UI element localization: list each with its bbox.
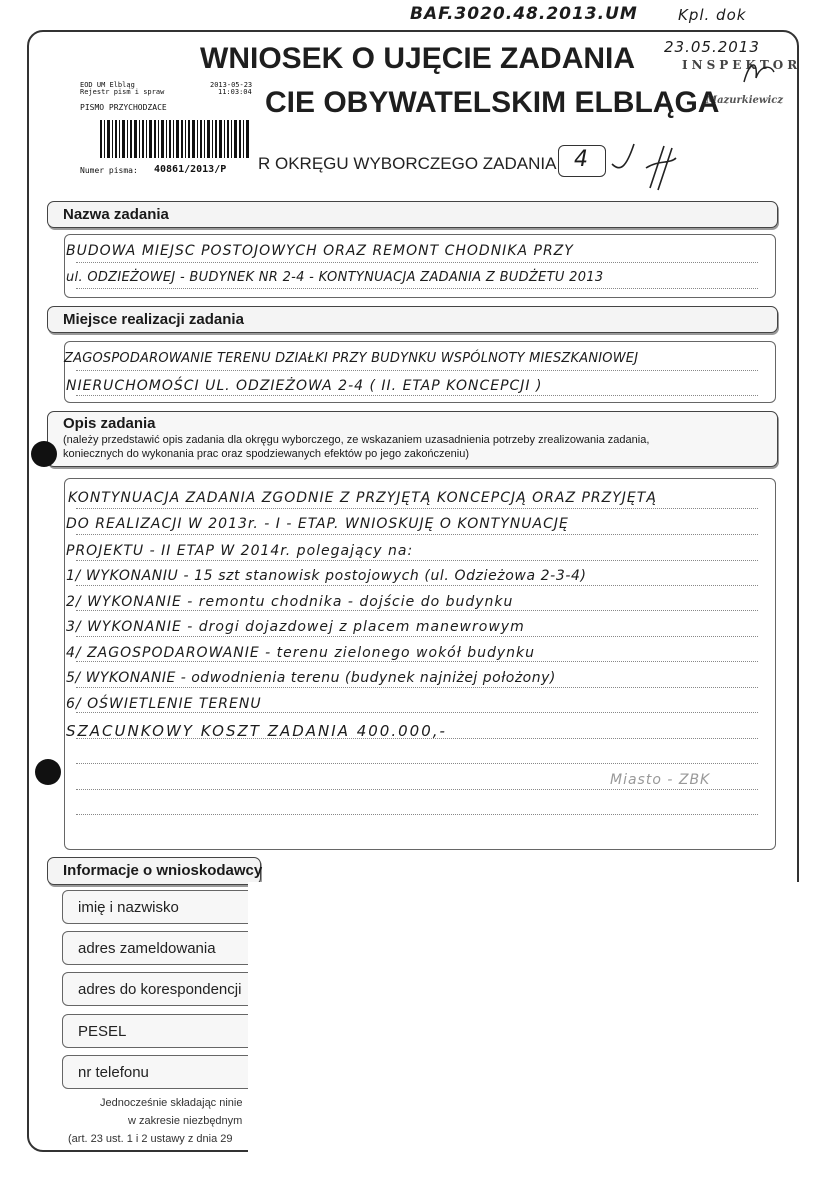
punch-hole <box>35 759 61 785</box>
applicant-pesel-label: PESEL <box>78 1023 127 1040</box>
line-divider <box>76 585 758 586</box>
description-hint-line1: (należy przedstawić opis zadania dla okręgu wyborczego, ze wskazaniem uzasadnienia potrzeby zrealizowania zadania, <box>63 434 650 446</box>
description-line: 5/ WYKONANIE - odwodnienia terenu (budynek najniżej położony) <box>66 670 556 686</box>
consent-line: w zakresie niezbędnym <box>128 1115 243 1127</box>
description-line: DO REALIZACJI W 2013r. - I - ETAP. WNIOSKUJĘ O KONTYNUACJĘ <box>66 516 569 532</box>
applicant-address-field[interactable] <box>62 931 262 965</box>
applicant-name-field[interactable] <box>62 890 262 924</box>
section-task-name <box>47 201 778 228</box>
district-number: 4 <box>574 147 589 172</box>
description-line: KONTYNUACJA ZADANIA ZGODNIE Z PRZYJĘTĄ KONCEPCJĄ ORAZ PRZYJĘTĄ <box>68 490 657 506</box>
description-hint-line2: koniecznych do wykonania prac oraz spodziewanych efektów po jego zakończeniu) <box>63 448 470 460</box>
location-line: NIERUCHOMOŚCI UL. ODZIEŻOWA 2-4 ( II. ETAP KONCEPCJI ) <box>66 378 543 394</box>
consent-line: Jednocześnie składając ninie <box>100 1097 243 1109</box>
applicant-correspondence-field[interactable] <box>62 972 262 1006</box>
description-line: 4/ ZAGOSPODAROWANIE - terenu zielonego wokół budynku <box>66 645 535 661</box>
redacted-area <box>248 882 826 1180</box>
description-line: 2/ WYKONANIE - remontu chodnika - dojście do budynku <box>66 594 514 610</box>
section-location <box>47 306 778 333</box>
stamp-organization: EOD UM Elbląg <box>80 81 135 89</box>
line-divider <box>76 687 758 688</box>
line-divider <box>76 712 758 713</box>
handwritten-date: 23.05.2013 <box>664 38 760 56</box>
stamp-number-label: Numer pisma: <box>80 166 138 175</box>
reference-number: BAF.3020.48.2013.UM <box>410 4 638 24</box>
barcode-icon <box>100 120 250 158</box>
consent-line: (art. 23 ust. 1 i 2 ustawy z dnia 29 <box>68 1133 233 1145</box>
stamp-time: 11:03:04 <box>218 88 252 96</box>
section-applicant-label: Informacje o wnioskodawcy <box>63 862 263 879</box>
handwritten-note: Kpl. dok <box>678 6 747 24</box>
form-title-line1: WNIOSEK O UJĘCIE ZADANIA <box>200 42 636 75</box>
line-divider <box>76 262 758 263</box>
district-label: R OKRĘGU WYBORCZEGO ZADANIA <box>258 154 557 173</box>
applicant-phone-field[interactable] <box>62 1055 262 1089</box>
applicant-name-label: imię i nazwisko <box>78 899 179 916</box>
applicant-phone-label: nr telefonu <box>78 1064 149 1081</box>
inspector-stamp: INSPEKTOR <box>682 58 802 72</box>
form-title-line2: CIE OBYWATELSKIM ELBLĄGA <box>265 86 720 119</box>
line-divider <box>76 534 758 535</box>
line-divider <box>76 763 758 764</box>
description-line: SZACUNKOWY KOSZT ZADANIA 400.000,- <box>66 722 447 740</box>
line-divider <box>76 789 758 790</box>
description-line: 6/ OŚWIETLENIE TERENU <box>66 696 262 712</box>
task-name-line: ul. ODZIEŻOWEJ - BUDYNEK NR 2-4 - KONTYNUACJA ZADANIA Z BUDŻETU 2013 <box>66 270 604 285</box>
section-task-name-label: Nazwa zadania <box>63 206 169 223</box>
applicant-address-label: adres zameldowania <box>78 940 216 957</box>
location-line: ZAGOSPODAROWANIE TERENU DZIAŁKI PRZY BUDYNKU WSPÓLNOTY MIESZKANIOWEJ <box>64 351 639 366</box>
line-divider <box>76 610 758 611</box>
punch-hole <box>31 441 57 467</box>
task-name-line: BUDOWA MIEJSC POSTOJOWYCH ORAZ REMONT CHODNIKA PRZY <box>66 243 574 259</box>
checkmark-icon <box>606 138 686 198</box>
line-divider <box>76 508 758 509</box>
line-divider <box>76 395 758 396</box>
line-divider <box>76 288 758 289</box>
section-description-label: Opis zadania <box>63 415 156 432</box>
inspector-name: Mazurkiewicz <box>706 95 784 106</box>
description-line: PROJEKTU - II ETAP W 2014r. polegający na: <box>66 543 414 559</box>
stamp-number: 40861/2013/P <box>154 164 227 175</box>
line-divider <box>76 560 758 561</box>
stamp-registry: Rejestr pism i spraw <box>80 88 165 96</box>
section-applicant <box>47 857 261 885</box>
section-location-label: Miejsce realizacji zadania <box>63 311 244 328</box>
stamp-date: 2013-05-23 <box>210 81 253 89</box>
description-line: 1/ WYKONANIU - 15 szt stanowisk postojowych (ul. Odzieżowa 2-3-4) <box>66 568 587 584</box>
section-description <box>47 411 778 467</box>
applicant-pesel-field[interactable] <box>62 1014 262 1048</box>
applicant-correspondence-label: adres do korespondencji <box>78 981 242 998</box>
stamp-document-type: PISMO PRZYCHODZACE <box>80 103 167 112</box>
pencil-note: Miasto - ZBK <box>610 772 711 788</box>
registry-stamp <box>66 76 262 184</box>
line-divider <box>76 370 758 371</box>
line-divider <box>76 814 758 815</box>
description-line: 3/ WYKONANIE - drogi dojazdowej z placem manewrowym <box>66 619 525 635</box>
line-divider <box>76 661 758 662</box>
line-divider <box>76 636 758 637</box>
